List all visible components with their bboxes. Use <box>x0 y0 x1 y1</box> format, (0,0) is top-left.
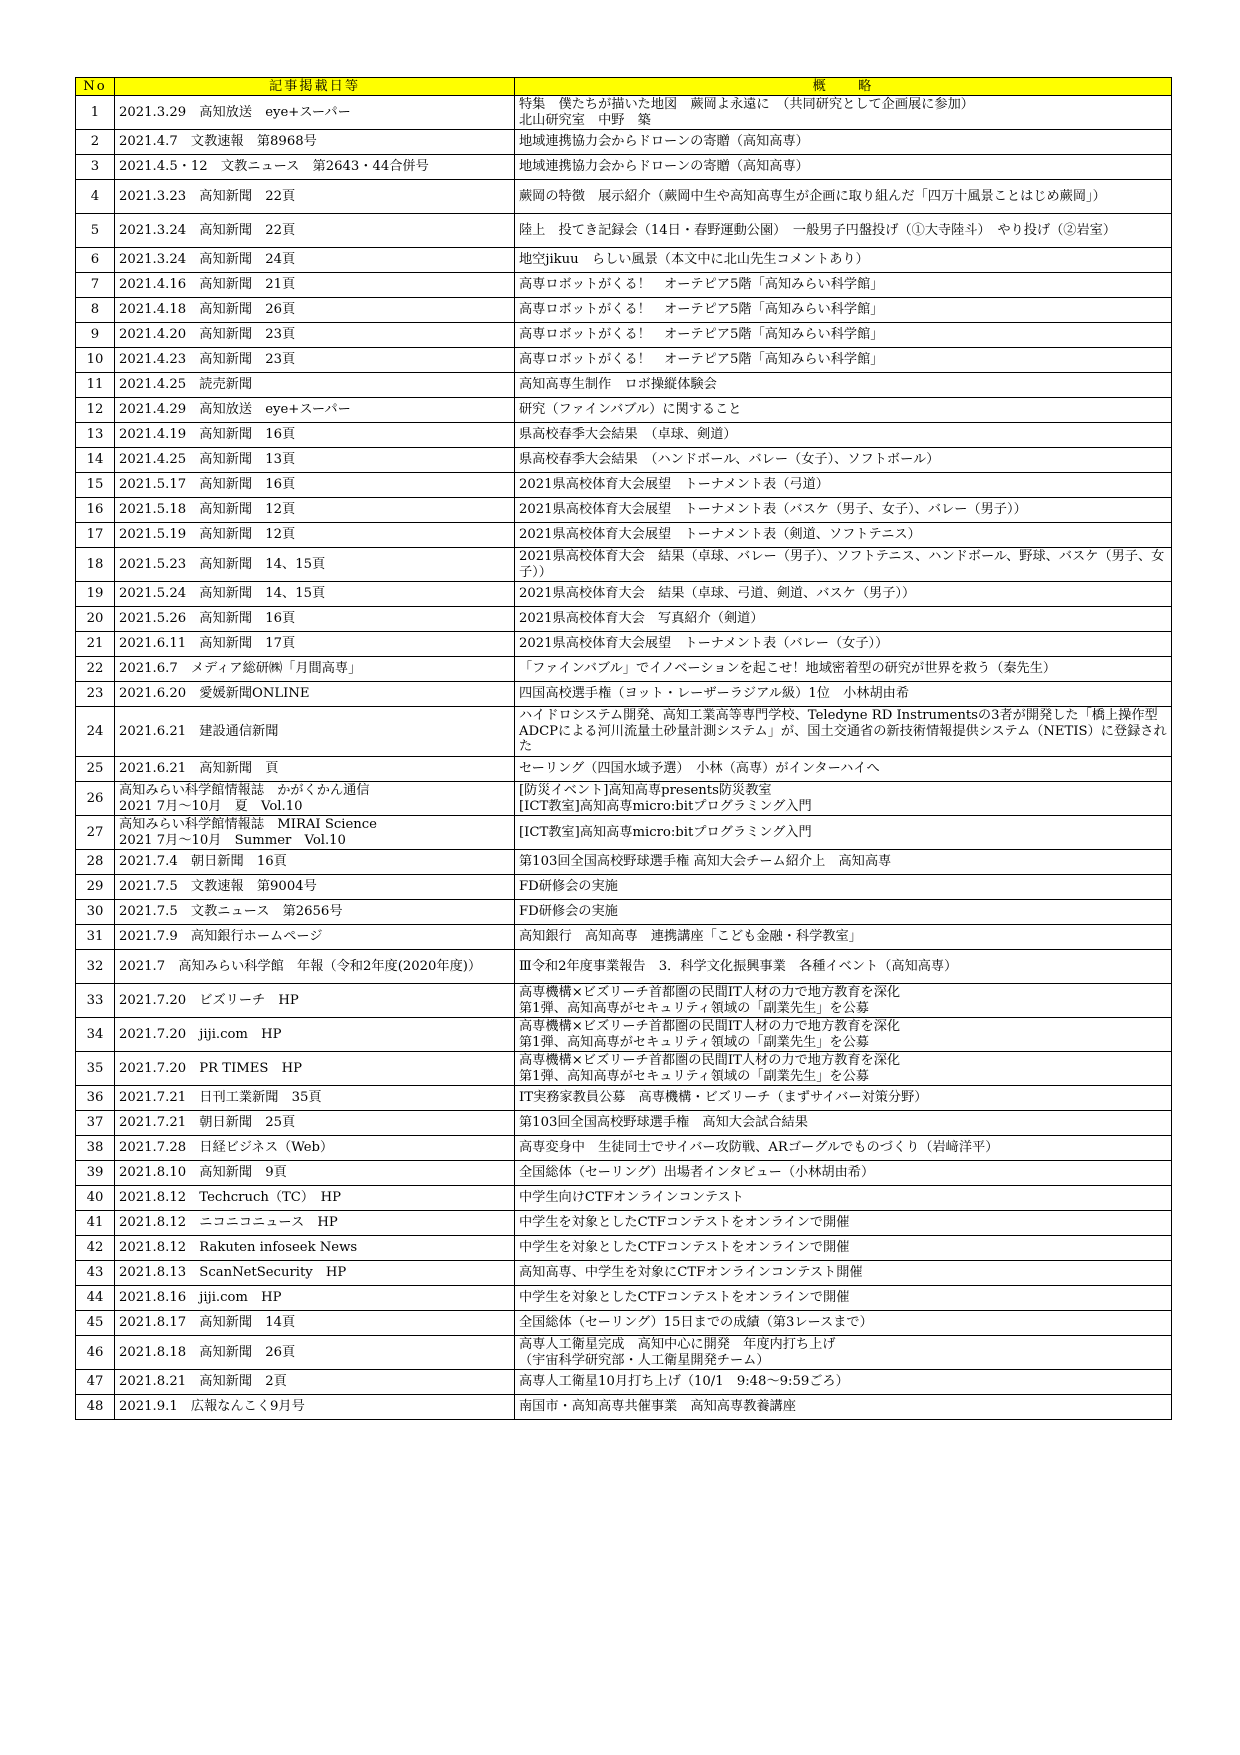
row-date-source: 2021.7.4 朝日新聞 16頁 <box>115 850 515 875</box>
table-row <box>76 273 1172 298</box>
row-number: 33 <box>76 984 115 1018</box>
row-summary: 2021県高校体育大会展望 トーナメント表（剣道、ソフトテニス） <box>515 523 1172 548</box>
row-summary: 中学生を対象としたCTFコンテストをオンラインで開催 <box>515 1286 1172 1311</box>
row-date-source: 2021.8.12 Techcruch（TC） HP <box>115 1186 515 1211</box>
table-row <box>76 850 1172 875</box>
row-date-source: 2021.8.18 高知新聞 26頁 <box>115 1336 515 1370</box>
table-row <box>76 707 1172 757</box>
row-summary: 高専人工衛星完成 高知中心に開発 年度内打ち上げ （宇宙科学研究部・人工衛星開発チーム） <box>515 1336 1172 1370</box>
row-number: 24 <box>76 707 115 757</box>
row-date-source: 2021.6.11 高知新聞 17頁 <box>115 632 515 657</box>
row-date-source: 2021.7.20 ビズリーチ HP <box>115 984 515 1018</box>
table-row <box>76 1161 1172 1186</box>
table-row <box>76 607 1172 632</box>
row-number: 23 <box>76 682 115 707</box>
row-number: 20 <box>76 607 115 632</box>
row-summary: 高専ロボットがくる！ オーテピア5階「高知みらい科学館」 <box>515 273 1172 298</box>
table-row <box>76 984 1172 1018</box>
table-row <box>76 657 1172 682</box>
row-date-source: 2021.5.26 高知新聞 16頁 <box>115 607 515 632</box>
row-summary: [防災イベント]高知高専presents防災教室 [ICT教室]高知高専micro:bitプログラミング入門 <box>515 782 1172 816</box>
row-number: 42 <box>76 1236 115 1261</box>
table-row <box>76 523 1172 548</box>
row-number: 44 <box>76 1286 115 1311</box>
row-number: 31 <box>76 925 115 950</box>
row-date-source: 2021.8.17 高知新聞 14頁 <box>115 1311 515 1336</box>
row-number: 35 <box>76 1052 115 1086</box>
row-number: 5 <box>76 214 115 248</box>
row-number: 3 <box>76 155 115 180</box>
row-date-source: 2021.5.24 高知新聞 14、15頁 <box>115 582 515 607</box>
table-row <box>76 498 1172 523</box>
table-row <box>76 548 1172 582</box>
header-summary: 概 略 <box>515 78 1172 96</box>
row-number: 17 <box>76 523 115 548</box>
table-row <box>76 900 1172 925</box>
row-number: 21 <box>76 632 115 657</box>
table-row <box>76 423 1172 448</box>
row-number: 32 <box>76 950 115 984</box>
row-number: 27 <box>76 816 115 850</box>
table-row <box>76 1311 1172 1336</box>
row-date-source: 2021.8.12 Rakuten infoseek News <box>115 1236 515 1261</box>
row-summary: 中学生向けCTFオンラインコンテスト <box>515 1186 1172 1211</box>
table-row <box>76 1286 1172 1311</box>
row-date-source: 2021.3.24 高知新聞 22頁 <box>115 214 515 248</box>
table-row <box>76 1211 1172 1236</box>
row-summary: 2021県高校体育大会 結果（卓球、弓道、剣道、バスケ（男子）） <box>515 582 1172 607</box>
table-row <box>76 1018 1172 1052</box>
row-number: 25 <box>76 757 115 782</box>
row-date-source: 2021.4.7 文教速報 第8968号 <box>115 130 515 155</box>
row-summary: 2021県高校体育大会展望 トーナメント表（バレー（女子）） <box>515 632 1172 657</box>
row-summary: 陸上 投てき記録会（14日・春野運動公園） 一般男子円盤投げ（①大寺陸斗） やり投げ（②岩室） <box>515 214 1172 248</box>
table-row <box>76 130 1172 155</box>
row-summary: 高専ロボットがくる！ オーテピア5階「高知みらい科学館」 <box>515 348 1172 373</box>
table-row <box>76 757 1172 782</box>
row-date-source: 2021.7 高知みらい科学館 年報（令和2年度(2020年度)） <box>115 950 515 984</box>
row-number: 18 <box>76 548 115 582</box>
row-summary: 県高校春季大会結果 （ハンドボール、バレー（女子）、ソフトボール） <box>515 448 1172 473</box>
row-date-source: 2021.8.10 高知新聞 9頁 <box>115 1161 515 1186</box>
table-row <box>76 950 1172 984</box>
table-row <box>76 96 1172 130</box>
row-summary: 高知高専、中学生を対象にCTFオンラインコンテスト開催 <box>515 1261 1172 1286</box>
row-number: 16 <box>76 498 115 523</box>
row-summary: 中学生を対象としたCTFコンテストをオンラインで開催 <box>515 1236 1172 1261</box>
row-summary: 高専ロボットがくる！ オーテピア5階「高知みらい科学館」 <box>515 323 1172 348</box>
row-date-source: 2021.7.21 朝日新聞 25頁 <box>115 1111 515 1136</box>
row-date-source: 2021.4.29 高知放送 eye+スーパー <box>115 398 515 423</box>
row-date-source: 高知みらい科学館情報誌 かがくかん通信 2021 7月～10月 夏 Vol.10 <box>115 782 515 816</box>
header-date: 記事掲載日等 <box>115 78 515 96</box>
table-row <box>76 816 1172 850</box>
row-date-source: 2021.5.17 高知新聞 16頁 <box>115 473 515 498</box>
row-summary: 高専ロボットがくる！ オーテピア5階「高知みらい科学館」 <box>515 298 1172 323</box>
row-number: 36 <box>76 1086 115 1111</box>
row-date-source: 2021.5.23 高知新聞 14、15頁 <box>115 548 515 582</box>
row-number: 39 <box>76 1161 115 1186</box>
row-summary: 中学生を対象としたCTFコンテストをオンラインで開催 <box>515 1211 1172 1236</box>
table-row <box>76 925 1172 950</box>
row-summary: 第103回全国高校野球選手権 高知大会チーム紹介上 高知高専 <box>515 850 1172 875</box>
row-date-source: 2021.5.18 高知新聞 12頁 <box>115 498 515 523</box>
row-summary: 2021県高校体育大会展望 トーナメント表（バスケ（男子、女子）、バレー（男子）） <box>515 498 1172 523</box>
table-row <box>76 1136 1172 1161</box>
row-number: 30 <box>76 900 115 925</box>
row-date-source: 2021.7.20 PR TIMES HP <box>115 1052 515 1086</box>
table-row <box>76 782 1172 816</box>
row-date-source: 2021.6.7 メディア総研㈱「月間高専」 <box>115 657 515 682</box>
row-date-source: 2021.6.21 高知新聞 頁 <box>115 757 515 782</box>
row-date-source: 2021.3.24 高知新聞 24頁 <box>115 248 515 273</box>
row-number: 12 <box>76 398 115 423</box>
row-date-source: 2021.8.16 jiji.com HP <box>115 1286 515 1311</box>
row-date-source: 2021.8.21 高知新聞 2頁 <box>115 1370 515 1395</box>
row-number: 11 <box>76 373 115 398</box>
row-summary: 全国総体（セーリング）出場者インタビュー（小林胡由希） <box>515 1161 1172 1186</box>
row-summary: 2021県高校体育大会 写真紹介（剣道） <box>515 607 1172 632</box>
row-summary: 全国総体（セーリング）15日までの成績（第3レースまで） <box>515 1311 1172 1336</box>
row-number: 15 <box>76 473 115 498</box>
row-summary: [ICT教室]高知高専micro:bitプログラミング入門 <box>515 816 1172 850</box>
row-date-source: 2021.4.23 高知新聞 23頁 <box>115 348 515 373</box>
row-number: 43 <box>76 1261 115 1286</box>
row-date-source: 2021.4.18 高知新聞 26頁 <box>115 298 515 323</box>
row-summary: 高専機構×ビズリーチ首都圏の民間IT人材の力で地方教育を深化 第1弾、高知高専がセキュリティ領域の「副業先生」を公募 <box>515 1018 1172 1052</box>
row-number: 10 <box>76 348 115 373</box>
row-summary: 特集 僕たちが描いた地図 蕨岡よ永遠に （共同研究として企画展に参加） 北山研究室 中野 築 <box>515 96 1172 130</box>
row-summary: 第103回全国高校野球選手権 高知大会試合結果 <box>515 1111 1172 1136</box>
row-summary: ハイドロシステム開発、高知工業高等専門学校、Teledyne RD Instrumentsの3者が開発した「橋上操作型ADCPによる河川流量土砂量計測システム」が、国土交通省の新技術情報提供システム（NETIS）に登録された <box>515 707 1172 757</box>
row-summary: 高専機構×ビズリーチ首都圏の民間IT人材の力で地方教育を深化 第1弾、高知高専がセキュリティ領域の「副業先生」を公募 <box>515 984 1172 1018</box>
row-number: 46 <box>76 1336 115 1370</box>
row-summary: IT実務家教員公募 高専機構・ビズリーチ（まずサイバー対策分野） <box>515 1086 1172 1111</box>
row-number: 19 <box>76 582 115 607</box>
row-summary: 高専変身中 生徒同士でサイバー攻防戦、ARゴーグルでものづくり（岩﨑洋平） <box>515 1136 1172 1161</box>
row-number: 47 <box>76 1370 115 1395</box>
table-row <box>76 875 1172 900</box>
row-summary: 蕨岡の特徴 展示紹介（蕨岡中生や高知高専生が企画に取り組んだ「四万十風景ことはじめ蕨岡」） <box>515 180 1172 214</box>
row-number: 14 <box>76 448 115 473</box>
row-summary: 2021県高校体育大会展望 トーナメント表（弓道） <box>515 473 1172 498</box>
row-date-source: 2021.4.25 高知新聞 13頁 <box>115 448 515 473</box>
row-number: 38 <box>76 1136 115 1161</box>
header-row <box>76 78 1172 96</box>
table-row <box>76 398 1172 423</box>
table-row <box>76 1186 1172 1211</box>
row-summary: 高知高専生制作 ロボ操縦体験会 <box>515 373 1172 398</box>
row-number: 48 <box>76 1395 115 1420</box>
row-date-source: 高知みらい科学館情報誌 MIRAI Science 2021 7月～10月 Summer Vol.10 <box>115 816 515 850</box>
row-summary: セーリング（四国水域予選） 小林（高専）がインターハイへ <box>515 757 1172 782</box>
row-summary: 地空jikuu らしい風景（本文中に北山先生コメントあり） <box>515 248 1172 273</box>
row-number: 40 <box>76 1186 115 1211</box>
table-row <box>76 373 1172 398</box>
row-number: 34 <box>76 1018 115 1052</box>
row-number: 1 <box>76 96 115 130</box>
row-summary: 地域連携協力会からドローンの寄贈（高知高専） <box>515 130 1172 155</box>
row-number: 45 <box>76 1311 115 1336</box>
table-row <box>76 1395 1172 1420</box>
table-row <box>76 248 1172 273</box>
row-summary: 高専人工衛星10月打ち上げ（10/1 9:48～9:59ごろ） <box>515 1370 1172 1395</box>
table-row <box>76 582 1172 607</box>
row-date-source: 2021.3.29 高知放送 eye+スーパー <box>115 96 515 130</box>
header-no: No <box>76 78 115 96</box>
row-summary: Ⅲ令和2年度事業報告 3．科学文化振興事業 各種イベント（高知高専） <box>515 950 1172 984</box>
row-summary: FD研修会の実施 <box>515 875 1172 900</box>
row-number: 28 <box>76 850 115 875</box>
row-date-source: 2021.3.23 高知新聞 22頁 <box>115 180 515 214</box>
table-row <box>76 298 1172 323</box>
table-row <box>76 632 1172 657</box>
table-row <box>76 1236 1172 1261</box>
row-summary: 「ファインバブル」でイノベーションを起こせ！地域密着型の研究が世界を救う（秦先生） <box>515 657 1172 682</box>
row-date-source: 2021.4.19 高知新聞 16頁 <box>115 423 515 448</box>
table-row <box>76 155 1172 180</box>
table-row <box>76 1370 1172 1395</box>
row-date-source: 2021.4.25 読売新聞 <box>115 373 515 398</box>
row-summary: FD研修会の実施 <box>515 900 1172 925</box>
row-summary: 四国高校選手権（ヨット・レーザーラジアル級）1位 小林胡由希 <box>515 682 1172 707</box>
row-number: 8 <box>76 298 115 323</box>
row-number: 41 <box>76 1211 115 1236</box>
row-summary: 高知銀行 高知高専 連携講座「こども金融・科学教室」 <box>515 925 1172 950</box>
table-row <box>76 1052 1172 1086</box>
row-date-source: 2021.7.20 jiji.com HP <box>115 1018 515 1052</box>
row-date-source: 2021.9.1 広報なんこく9月号 <box>115 1395 515 1420</box>
row-date-source: 2021.4.20 高知新聞 23頁 <box>115 323 515 348</box>
row-date-source: 2021.6.21 建設通信新聞 <box>115 707 515 757</box>
row-summary: 県高校春季大会結果 （卓球、剣道） <box>515 423 1172 448</box>
row-number: 2 <box>76 130 115 155</box>
row-summary: 南国市・高知高専共催事業 高知高専教養講座 <box>515 1395 1172 1420</box>
row-number: 29 <box>76 875 115 900</box>
row-date-source: 2021.8.12 ニコニコニュース HP <box>115 1211 515 1236</box>
table-row <box>76 682 1172 707</box>
row-summary: 研究（ファインバブル）に関すること <box>515 398 1172 423</box>
row-date-source: 2021.4.16 高知新聞 21頁 <box>115 273 515 298</box>
table-row <box>76 1336 1172 1370</box>
row-date-source: 2021.7.28 日経ビジネス（Web） <box>115 1136 515 1161</box>
row-number: 6 <box>76 248 115 273</box>
row-summary: 2021県高校体育大会 結果（卓球、バレー（男子）、ソフトテニス、ハンドボール、野球、バスケ（男子、女子）） <box>515 548 1172 582</box>
row-number: 22 <box>76 657 115 682</box>
row-date-source: 2021.5.19 高知新聞 12頁 <box>115 523 515 548</box>
row-date-source: 2021.7.5 文教速報 第9004号 <box>115 875 515 900</box>
row-number: 26 <box>76 782 115 816</box>
article-table <box>75 77 1172 1420</box>
table-row <box>76 1261 1172 1286</box>
table-row <box>76 448 1172 473</box>
row-date-source: 2021.8.13 ScanNetSecurity HP <box>115 1261 515 1286</box>
table-row <box>76 473 1172 498</box>
row-number: 4 <box>76 180 115 214</box>
row-summary: 地域連携協力会からドローンの寄贈（高知高専） <box>515 155 1172 180</box>
row-date-source: 2021.7.9 高知銀行ホームページ <box>115 925 515 950</box>
table-row <box>76 1086 1172 1111</box>
row-date-source: 2021.7.21 日刊工業新聞 35頁 <box>115 1086 515 1111</box>
table-row <box>76 180 1172 214</box>
table-row <box>76 1111 1172 1136</box>
row-number: 37 <box>76 1111 115 1136</box>
row-number: 7 <box>76 273 115 298</box>
table-row <box>76 348 1172 373</box>
table-row <box>76 214 1172 248</box>
row-date-source: 2021.7.5 文教ニュース 第2656号 <box>115 900 515 925</box>
table-row <box>76 323 1172 348</box>
row-number: 13 <box>76 423 115 448</box>
row-date-source: 2021.6.20 愛媛新聞ONLINE <box>115 682 515 707</box>
row-summary: 高専機構×ビズリーチ首都圏の民間IT人材の力で地方教育を深化 第1弾、高知高専がセキュリティ領域の「副業先生」を公募 <box>515 1052 1172 1086</box>
row-number: 9 <box>76 323 115 348</box>
row-date-source: 2021.4.5・12 文教ニュース 第2643・44合併号 <box>115 155 515 180</box>
